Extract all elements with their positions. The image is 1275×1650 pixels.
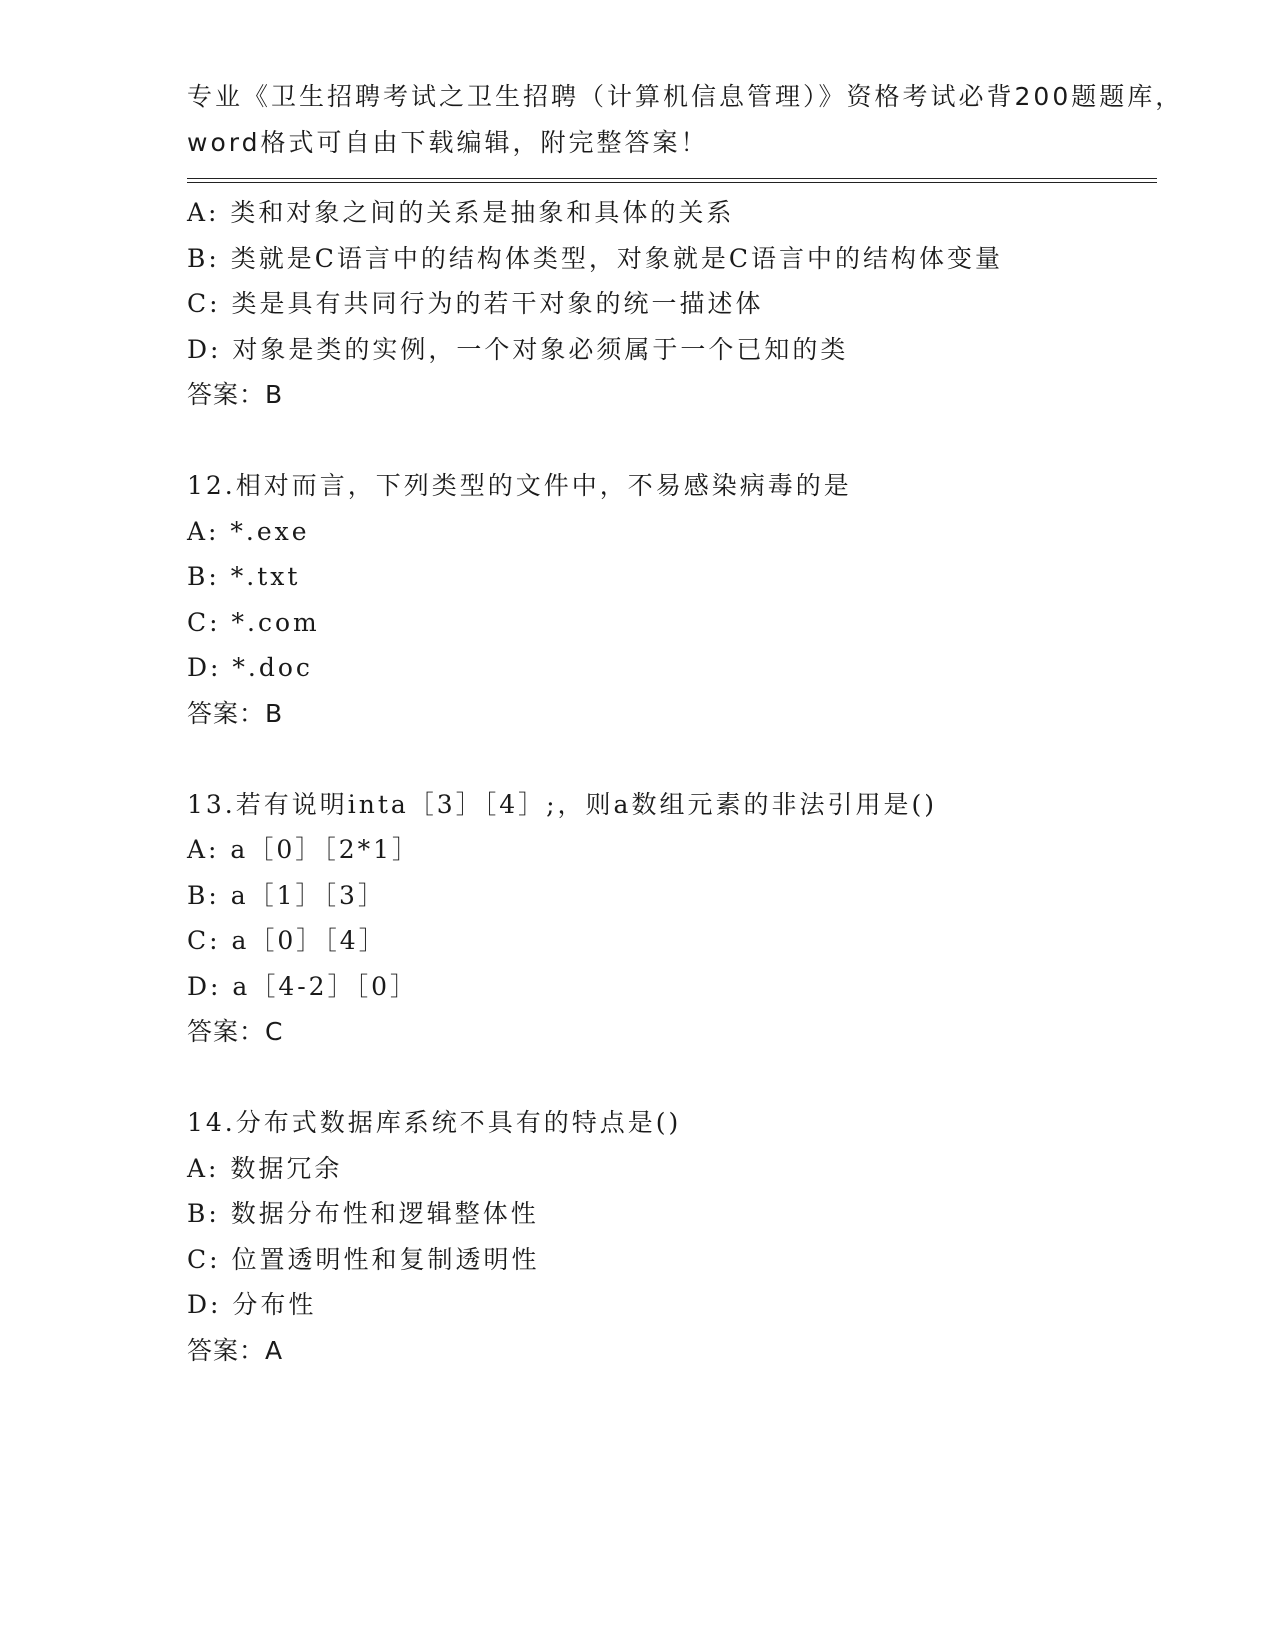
question-14 [187, 1100, 1187, 1373]
option-b: B: 数据分布性和逻辑整体性 [187, 1199, 539, 1228]
question-text: 12.相对而言，下列类型的文件中，不易感染病毒的是 [187, 471, 852, 500]
option-d: D: 对象是类的实例，一个对象必须属于一个已知的类 [187, 334, 849, 364]
option-a: A: *.exe [187, 516, 310, 546]
option-b: B: *.txt [187, 562, 301, 591]
answer: 答案：B [187, 380, 284, 409]
answer: 答案：B [187, 698, 284, 728]
option-b: B: a［1］［3］ [187, 880, 386, 910]
question-13 [187, 782, 1187, 1055]
question-11 [187, 190, 1187, 418]
header-line-2: word格式可自由下载编辑，附完整答案！ [187, 127, 709, 157]
option-c: C: *.com [187, 607, 320, 637]
header-divider [187, 178, 1157, 183]
spacer [187, 736, 1187, 782]
option-b: B: 类就是C语言中的结构体类型，对象就是C语言中的结构体变量 [187, 243, 1004, 273]
document-header [187, 74, 1184, 165]
answer: 答案：A [187, 1335, 284, 1365]
answer: 答案：C [187, 1017, 284, 1046]
spacer [187, 1055, 1187, 1101]
option-c: C: 位置透明性和复制透明性 [187, 1244, 540, 1274]
question-list [187, 190, 1187, 1373]
option-d: D: a［4-2］［0］ [187, 971, 418, 1001]
question-text: 13.若有说明inta［3］［4］;，则a数组元素的非法引用是() [187, 789, 937, 819]
question-12 [187, 463, 1187, 736]
option-c: C: 类是具有共同行为的若干对象的统一描述体 [187, 289, 764, 318]
option-a: A: 数据冗余 [187, 1153, 343, 1183]
option-d: D: *.doc [187, 653, 313, 682]
header-line-1: 专业《卫生招聘考试之卫生招聘（计算机信息管理）》资格考试必背200题题库， [187, 82, 1184, 111]
option-a: A: 类和对象之间的关系是抽象和具体的关系 [187, 198, 735, 227]
question-text: 14.分布式数据库系统不具有的特点是() [187, 1108, 682, 1137]
option-c: C: a［0］［4］ [187, 926, 387, 955]
option-a: A: a［0］［2*1］ [187, 835, 421, 864]
spacer [187, 418, 1187, 464]
option-d: D: 分布性 [187, 1290, 317, 1319]
